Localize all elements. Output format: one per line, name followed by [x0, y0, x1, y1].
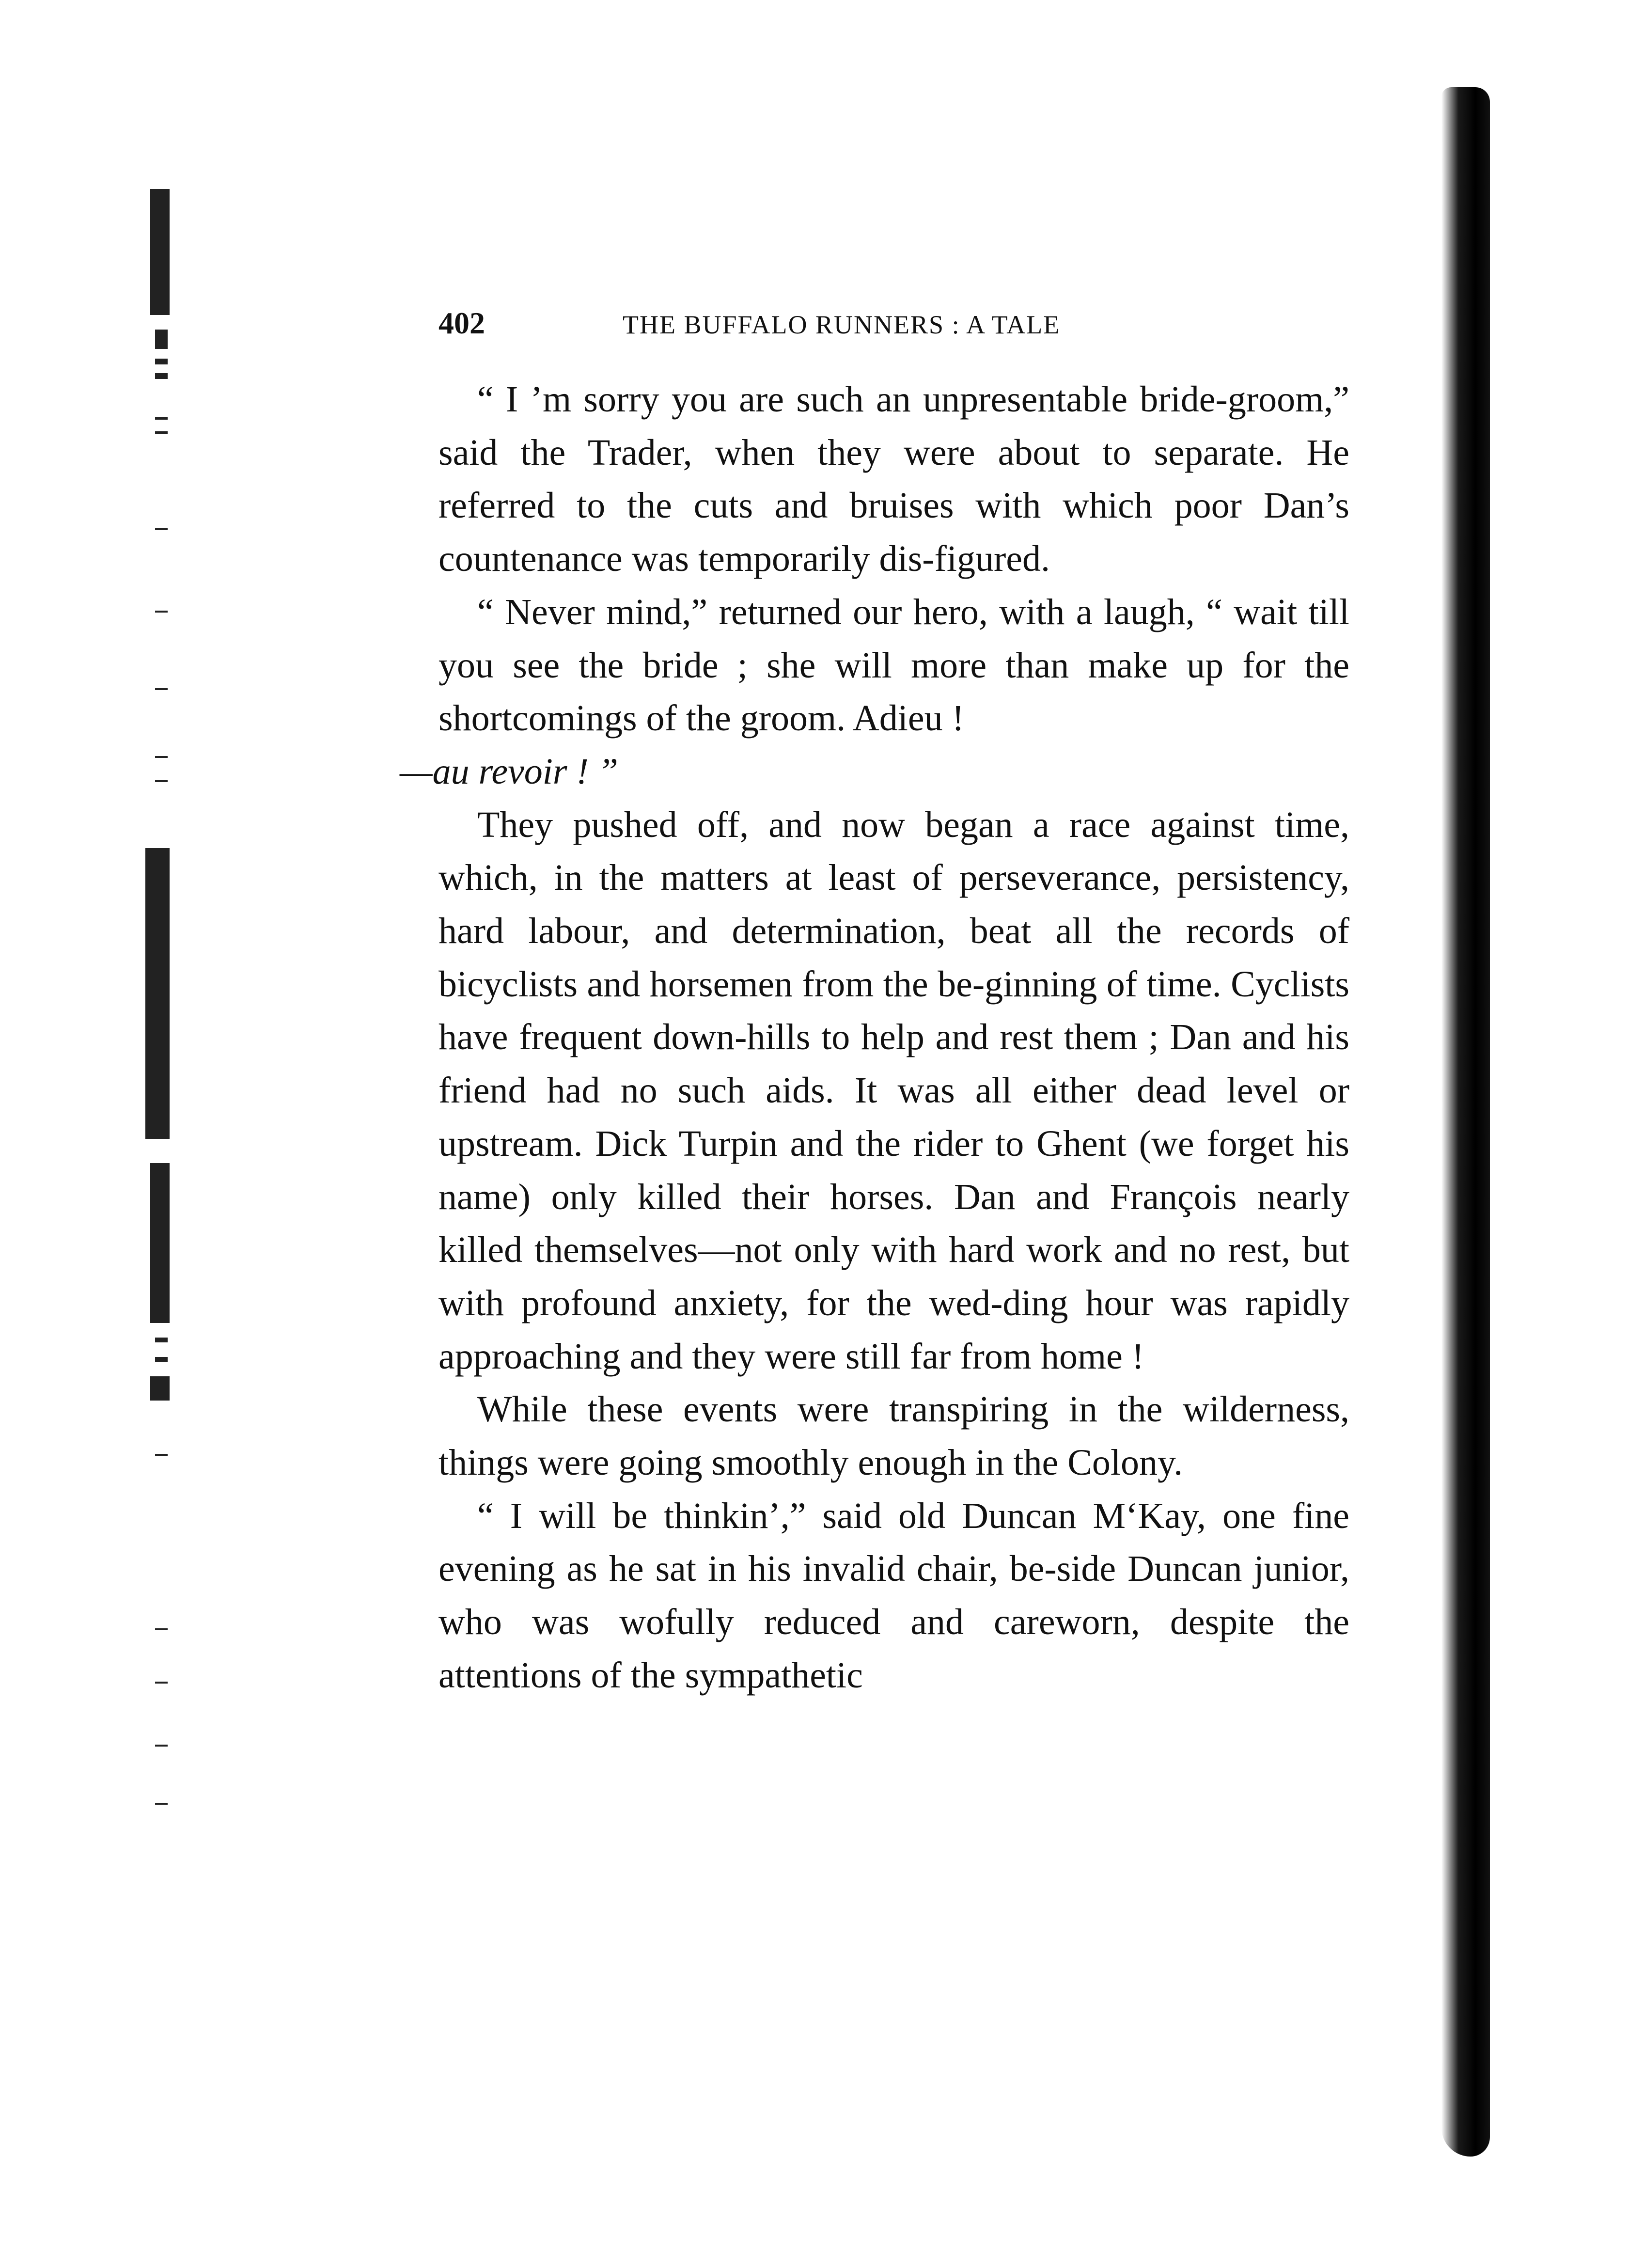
binding-shadow	[1441, 87, 1490, 2157]
running-title: THE BUFFALO RUNNERS : A TALE	[623, 310, 1061, 339]
paragraph: While these events were transpiring in the wilderness, things were going smoothly enough in the Colony.	[438, 1389, 1349, 1483]
scan-gutter-marks	[82, 145, 179, 2035]
paragraph-italic-tail: —au revoir ! ”	[400, 751, 619, 792]
paragraph: “ I ’m sorry you are such an unpresentable bride-groom,” said the Trader, when they were about to separate. He referred to the cuts and bruises with which poor Dan’s countenance was temporarily dis-figured.	[438, 379, 1349, 580]
paragraph	[400, 586, 1349, 799]
running-header	[438, 305, 1349, 344]
page-number: 402	[438, 306, 485, 340]
body-text	[400, 373, 1349, 1702]
paragraph-text: “ Never mind,” returned our hero, with a laugh, “ wait till you see the bride ; she will more than make up for the shortcomings of the groom. Adieu !	[438, 591, 1349, 739]
paragraph: “ I will be thinkin’,” said old Duncan M‘Kay, one fine evening as he sat in his invalid chair, be-side Duncan junior, who was wofully reduced and careworn, despite the attentions of the sympathetic	[438, 1495, 1349, 1696]
paragraph: They pushed off, and now began a race against time, which, in the matters at least of perseverance, persistency, hard labour, and determination, beat all the records of bicyclists and horsemen from the be-ginning of time. Cyclists have frequent down-hills to help and rest them ; Dan and his friend had no such aids. It was all either dead level or upstream. Dick Turpin and the rider to Ghent (we forget his name) only killed their horses. Dan and François nearly killed themselves—not only with hard work and no rest, but with profound anxiety, for the wed-ding hour was rapidly approaching and they were still far from home !	[438, 804, 1349, 1377]
